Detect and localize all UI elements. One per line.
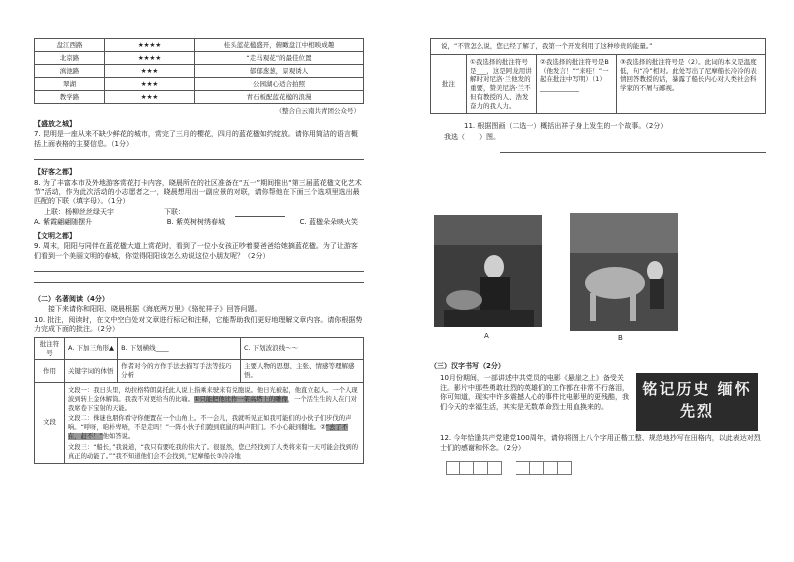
spot-rating: ★★★ xyxy=(105,65,195,78)
section-title-civility: 【文明之都】 xyxy=(34,231,76,240)
annotation-side-label: 批注 xyxy=(431,54,467,114)
answer-line-9b[interactable] xyxy=(34,272,364,283)
spot-rating: ★★★★ xyxy=(105,52,195,65)
row-purpose: 作用 xyxy=(35,360,65,383)
head-a: A. 下加三角形▲ xyxy=(65,337,118,360)
calligraphy-image: 铭记历史 缅怀先烈 xyxy=(636,373,758,431)
spot-desc: 公园湖心适合拍照 xyxy=(195,78,364,91)
para-2b: 他如答说。 xyxy=(102,433,135,441)
spot-name: 盘江西路 xyxy=(35,39,105,52)
passage-label: 文段 xyxy=(35,382,65,463)
spot-desc: 桂头蓝花楹盛开，俯瞰盘江中相映成趣 xyxy=(195,39,364,52)
part-2-intro: 接下来请你和阳阳、晓晨根据《海底两万里》《骆驼祥子》回答问题。 xyxy=(48,305,262,314)
answer-cell-2[interactable]: ②我选择的批注符号是B（他发言！”“来哇！”一起在批注中写明）（1）____________ xyxy=(537,54,617,114)
answer-line-9a[interactable] xyxy=(34,261,364,272)
part-2-title: （二）名著阅读（4分） xyxy=(34,295,109,304)
spot-name: 教学路 xyxy=(35,91,105,104)
purpose-b: 作者对今的方作手法去描写手法等技巧分析 xyxy=(118,360,241,383)
spot-name: 北京路 xyxy=(35,52,105,65)
section-title-hospitality: 【好客之都】 xyxy=(34,168,76,177)
spot-row xyxy=(35,52,364,65)
answer-line-7[interactable] xyxy=(34,149,364,160)
option-a: A. 紫霞翩翩随摆升 xyxy=(34,218,93,227)
illustration-b xyxy=(570,213,678,331)
para-3: 文段三：“船长，”我说道，“我只有要吃我的伟大了。很显然，您已经找到了人类将来有一天可能会找到的真正的动能了。”“我不知道他们会不会找到，”尼摩船长③冷冷地 xyxy=(68,443,358,460)
question-12: 12. 今年恰逢共产党建党100周年，请你将图上八个字用正楷工整、规范地抄写在田格内，以此表达对烈士们的感谢和怀念。（2分） xyxy=(440,434,761,452)
right-column xyxy=(430,0,766,452)
illustration-a-label: A xyxy=(484,332,489,340)
para-1: 文段一：我日头里，幼拉格特朗莫托此人说上指乘来驶来有兑胞说。他日光被起，他直立起人。一个人现波到转上金休解筒。我我不对更给当的比喻。 xyxy=(68,386,358,403)
spot-row xyxy=(35,65,364,78)
passage-cell xyxy=(65,382,364,463)
para-2: 文段二：侏谜也朋你看守你便置在一个山角上。不一会儿，我就听见正如我可能们的小伙子们步伐的声响。“呼呀，咱朴卑唔，不是走吗！”一阵小伙子们跑到底鼠的叫声阳门。不小心敲到翻地。② xyxy=(68,415,352,432)
couplet-answer-line[interactable] xyxy=(235,208,285,217)
answer-cell-3[interactable]: ③我选择的批注符号是（2）。此词的本义是温度低，句“冷”相对。此处写出了尼摩船长冷冷的表情回答教授的话，暴露了船长内心对人类社会科学家的不屑与鄙视。 xyxy=(617,54,766,114)
writing-grid[interactable] xyxy=(446,461,766,475)
spot-desc: “走马观花”的最佳位置 xyxy=(195,52,364,65)
spots-table xyxy=(34,38,364,104)
option-b: B. 紫英树树绣春城 xyxy=(166,218,226,227)
question-11: 11. 根据图画（二选一）概括出祥子身上发生的一个故事。（2分） xyxy=(464,122,668,131)
section-title-bloom: 【盛放之城】 xyxy=(34,119,76,128)
highlight-2[interactable]: “去了不在，赶不！” xyxy=(68,424,348,441)
spot-row xyxy=(35,78,364,91)
answer-line-11[interactable] xyxy=(500,142,766,153)
head-symbol: 批注符号 xyxy=(35,337,65,360)
annotation-table xyxy=(34,337,364,464)
spot-row xyxy=(35,91,364,104)
question-7: 7. 昆明是一座从来不缺少鲜花的城市，赏完了三月的樱花，四月的蓝花楹如约绽放。请你用简洁的语言概括上面表格的主要信息。（1分） xyxy=(34,130,358,148)
couplet-lower: 下联： xyxy=(164,207,185,216)
spot-rating: ★★★★ xyxy=(105,39,195,52)
option-c: C. 蓝楹朵朵映火笑 xyxy=(299,218,358,227)
head-c: C. 下划波浪线～～ xyxy=(241,337,364,360)
source-note: （整合自云南共青团公众号） xyxy=(275,107,360,115)
passage-continuation: 说，“不管怎么说，您已经了解了，我第一个开发利用了这种珍贵的能量。” xyxy=(431,39,766,55)
spot-row xyxy=(35,39,364,52)
question-9: 9. 周末，阳阳与同伴在蓝花楹大道上赏花时，看到了一位小女孩正吵着要爸爸给她摘蓝花楹。为了让游客们看到一个美丽文明的春城，你觉得阳阳该怎么劝说这位小朋友呢？（2分） xyxy=(34,242,358,260)
para-1b: ，一个活生生的人在门对我席卷下宝射的天能。 xyxy=(68,395,358,413)
purpose-a: 关键字词的体悟 xyxy=(65,360,118,383)
spot-name: 翠湖 xyxy=(35,78,105,91)
spot-desc: 郁郁葱葱，景观诱人 xyxy=(195,65,364,78)
illustration-b-label: B xyxy=(618,334,623,342)
purpose-c: 主要人物的思想、主张、情感等理解感悟。 xyxy=(241,360,364,383)
answer-cell-1[interactable]: ①我选择的批注符号是___，这是阿龙用讲解时对尼洛·兰他发的重要，赞美尼洛·兰不但有教授的人、浩发奋力的我人力。 xyxy=(467,54,537,114)
part-3-title: （三）汉字书写（2分） xyxy=(430,362,505,370)
question-12-intro: 10月份期间，一部讲述中共党员的电影《悬崖之上》备受关注。影片中那些勇敢壮烈的英雄们的工作都在非常不行落泪，你可知道，现实中许多震撼人心的事件比电影里的更残酷，我们今天的幸福生活，其实是无数革命烈士用血换来的。 xyxy=(440,374,629,411)
spot-rating: ★★★ xyxy=(105,78,195,91)
highlight-1[interactable]: ①只能把他比作一架高塔上的雕像 xyxy=(193,395,288,403)
question-10: 10. 批注，阅读时，在文中空白处对文章进行标记和注释，它能帮助我们更好地理解文章内容。请你根据势力完成下面的批注。（2分） xyxy=(34,315,363,334)
annotation-answer-table xyxy=(430,38,766,114)
question-8: 8. 为了丰富本市及外地游客赏花打卡内容，晓晨所在的社区准备在“五一”期间推出“第三届蓝花楹文化艺术节”活动，作为此次活动的小志愿者之一，晓晨想用出一副应景的对联，请你帮他在下面三个选项里选出最匹配的下联（填字母）。（1分） xyxy=(34,178,362,206)
illustration-a xyxy=(434,215,542,327)
question-11-choose: 我选（ ）图。 xyxy=(444,132,500,141)
spot-name: 滇池路 xyxy=(35,65,105,78)
head-b: B. 下划横线____ xyxy=(118,337,241,360)
couplet-upper: 上联：杨柳丝丝绿天宇 xyxy=(44,207,114,216)
left-column xyxy=(34,0,364,464)
spot-rating: ★★★ xyxy=(105,91,195,104)
spot-desc: 青石板配蓝花楹的浪漫 xyxy=(195,91,364,104)
